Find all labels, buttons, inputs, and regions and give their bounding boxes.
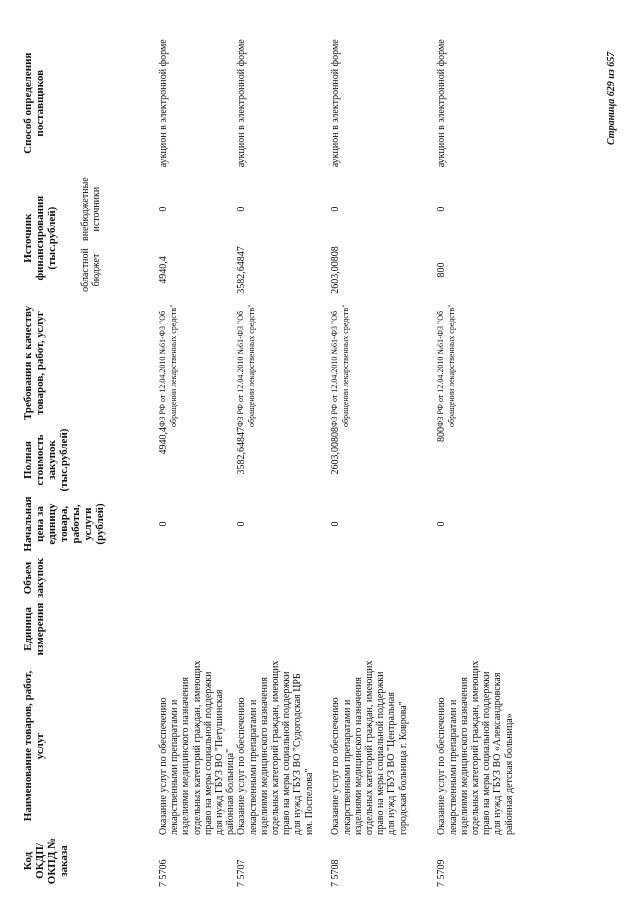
table-row	[330, 29, 436, 887]
procurement-table	[22, 29, 536, 887]
table-header	[22, 29, 124, 887]
row-unit-price: 0	[330, 521, 342, 527]
row-regional: 800	[436, 262, 448, 278]
row-requirements: ФЗ РФ от 12.04.2010 №61-ФЗ "Об обращении лекарственных средств"	[330, 304, 350, 427]
row-unit	[330, 601, 436, 657]
row-unit-price: 0	[158, 521, 169, 527]
col-total-header: Полная стоимость закупок (тыс.рублей)	[22, 428, 70, 492]
row-code: 7 5709	[436, 859, 448, 887]
col-funding-regional-header: областной бюджет	[80, 248, 102, 292]
row-code: 7 5706	[158, 859, 169, 887]
row-regional: 4940,4	[158, 256, 169, 284]
row-name: Оказание услуг по обеспечению лекарственными препаратами и изделиями медицинского назначения отдельных категорий граждан, имеющих право на меры социальной поддержки для нужд ГБУЗ ВО «Александровская районная детская больница»	[436, 660, 515, 835]
row-name: Оказание услуг по обеспечению лекарственными препаратами и изделиями медицинского назначения отдельных категорий граждан, имеющих право на меры социальной поддержки для нужд ГБУЗ ВО "Петушинская районная больница"	[158, 660, 237, 835]
row-unit	[236, 601, 330, 657]
row-method: аукцион в электронной форме	[236, 39, 248, 168]
col-requirements-header: Требования к качеству товаров, работ, услуг	[22, 305, 46, 421]
col-volume-header: Объем закупок	[22, 558, 46, 598]
row-extra: 0	[436, 206, 448, 212]
row-unit-price: 0	[236, 521, 248, 527]
col-name-header: Наименование товаров, работ, услуг	[22, 670, 46, 822]
row-extra: 0	[158, 206, 169, 212]
row-volume	[236, 555, 330, 601]
row-unit	[436, 601, 536, 657]
row-method: аукцион в электронной форме	[436, 39, 448, 168]
row-method: аукцион в электронной форме	[158, 39, 169, 168]
row-total: 4940,4	[158, 427, 169, 455]
row-code: 7 5708	[330, 859, 342, 887]
row-total: 3582,64847	[236, 427, 248, 475]
table-row	[436, 29, 536, 887]
row-requirements: ФЗ РФ от 12.04.2010 №61-ФЗ "Об обращении лекарственных средств"	[236, 304, 256, 427]
col-method-header: Способ определения поставщиков	[22, 52, 46, 154]
page-number: Страница 629 из 657	[606, 51, 617, 145]
row-extra: 0	[330, 206, 342, 212]
row-volume	[330, 555, 436, 601]
table-row	[236, 29, 330, 887]
row-regional: 3582,64847	[236, 246, 248, 294]
row-unit	[124, 601, 236, 657]
row-total: 2603,00808	[330, 427, 342, 475]
row-requirements: ФЗ РФ от 12.04.2010 №61-ФЗ "Об обращении лекарственных средств"	[158, 304, 178, 427]
row-requirements: ФЗ РФ от 12.04.2010 №61-ФЗ "Об обращении лекарственных средств"	[436, 304, 456, 427]
table-row	[124, 29, 236, 887]
row-unit-price: 0	[436, 521, 448, 527]
row-volume	[436, 555, 536, 601]
col-funding-extra-header: внебюджетные источники	[80, 177, 102, 241]
row-method: аукцион в электронной форме	[330, 39, 342, 168]
col-code-header: Код ОКДП/ ОКПД № заказа	[22, 837, 70, 885]
col-funding-header: Источник финансирования (тыс.рублей)	[22, 195, 58, 281]
row-total: 800	[436, 427, 448, 442]
row-name: Оказание услуг по обеспечению лекарственными препаратами и изделиями медицинского назначения отдельных категорий граждан, имеющих право на меры социальной поддержки для нужд ГБУЗ ВО "Судогодская ЦРБ им. Поспелова"	[236, 660, 315, 835]
col-unit-price-header: Начальная цена за единицу товара, работы, услуги (рублей)	[22, 496, 106, 552]
table-body	[124, 29, 536, 887]
row-regional: 2603,00808	[330, 246, 342, 294]
row-extra: 0	[236, 206, 248, 212]
row-name: Оказание услуг по обеспечению лекарственными препаратами и изделиями медицинского назначения отдельных категорий граждан, имеющих право на меры социальной поддержки для нужд ГБУЗ ВО "Центральная городская больница г. Коврова"	[330, 660, 409, 835]
row-code: 7 5707	[236, 859, 248, 887]
col-unit-header: Единица измерения	[22, 602, 46, 656]
row-volume	[124, 555, 236, 601]
